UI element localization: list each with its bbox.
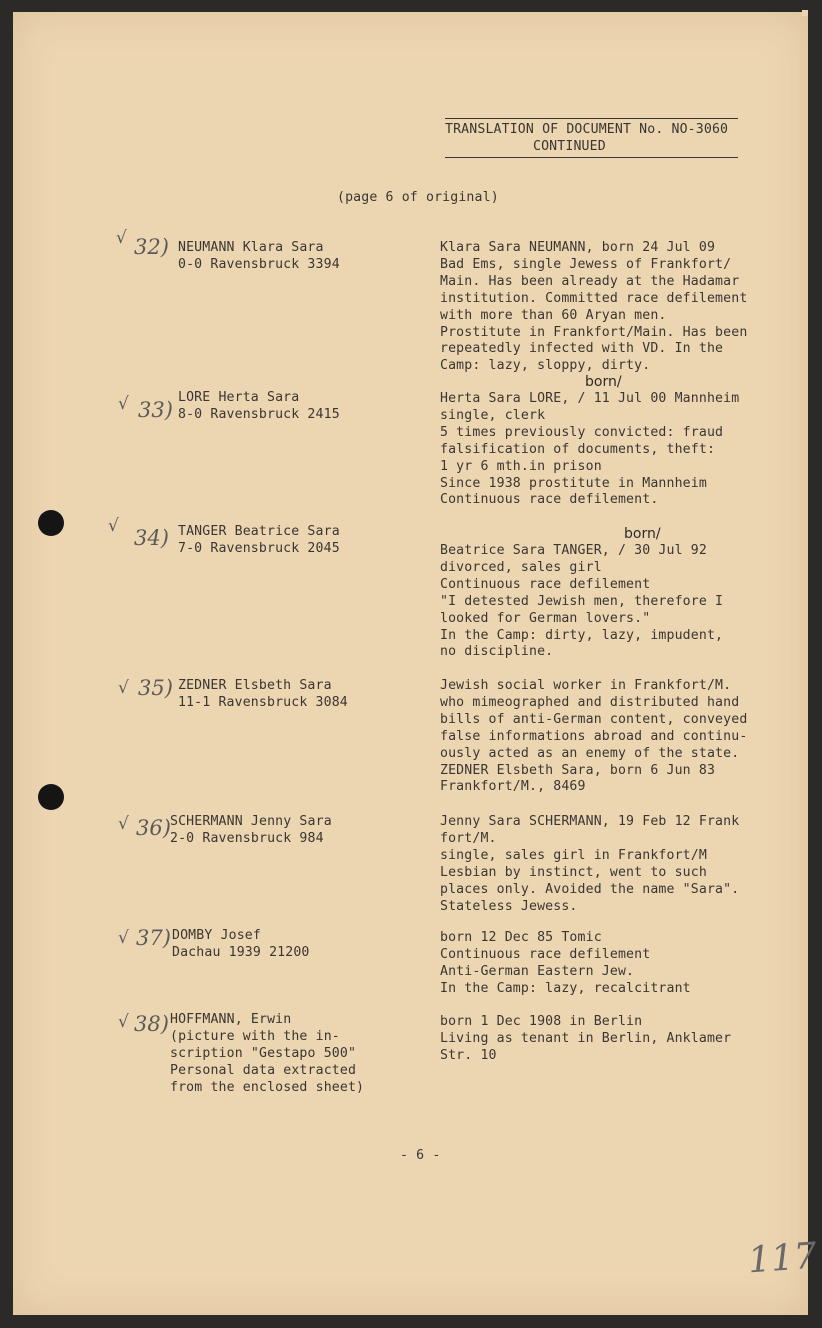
entry-name: LORE Herta Sara 8-0 Ravensbruck 2415 (178, 390, 340, 422)
check-mark: √ (118, 394, 129, 414)
check-mark: √ (116, 228, 127, 248)
page-number: - 6 - (400, 1148, 441, 1163)
entry-name: HOFFMANN, Erwin (picture with the in- scription "Gestapo 500" Personal data extracted from the enclosed sheet) (170, 1012, 365, 1095)
punch-hole-upper (38, 510, 64, 536)
header-underline (445, 157, 738, 158)
entry-number: 36) (136, 816, 171, 840)
check-mark: √ (118, 1012, 129, 1032)
entry-name: ZEDNER Elsbeth Sara 11-1 Ravensbruck 3084 (178, 678, 348, 710)
entry-name: TANGER Beatrice Sara 7-0 Ravensbruck 2045 (178, 524, 340, 556)
header-title: TRANSLATION OF DOCUMENT No. NO-3060 (445, 122, 729, 137)
entry-name: NEUMANN Klara Sara 0-0 Ravensbruck 3394 (178, 240, 340, 272)
entry-description: Jenny Sara SCHERMANN, 19 Feb 12 Frank fort/M. single, sales girl in Frankfort/M Lesbian by instinct, went to such places only. Avoided the name "Sara". Stateless Jewess. (440, 814, 740, 914)
entry-name: DOMBY Josef Dachau 1939 21200 (172, 928, 310, 960)
entry-number: 32) (134, 235, 169, 259)
check-mark: √ (118, 928, 129, 948)
document-page (13, 12, 808, 1315)
header-continued: CONTINUED (533, 138, 606, 154)
entry-number: 33) (138, 398, 173, 422)
folio-mark: 117 (746, 1235, 819, 1282)
check-mark: √ (118, 814, 129, 834)
entry-description: Herta Sara LORE, / 11 Jul 00 Mannheim single, clerk 5 times previously convicted: fraud falsification of documents, theft: 1 yr 6 mth.in prison Since 1938 prostitute in Mannheim Continuous race defilement. (440, 391, 740, 508)
entry-number: 38) (134, 1012, 169, 1036)
entry-description: Jewish social worker in Frankfort/M. who mimeographed and distributed hand bills of anti-German content, conveyed false informations abroad and continu- ously acted as an enemy of the state. ZEDNER Elsbeth Sara, born 6 Jun 83 Frankfort/M., 8469 (440, 678, 748, 795)
entry-description: born 12 Dec 85 Tomic Continuous race defilement Anti-German Eastern Jew. In the Camp: lazy, recalcitrant (440, 930, 691, 996)
handwritten-insert: born/ (585, 374, 622, 390)
handwritten-insert: born/ (624, 526, 661, 542)
check-mark: √ (118, 678, 129, 698)
entry-number: 37) (136, 926, 171, 950)
punch-hole-lower (38, 784, 64, 810)
check-mark: √ (108, 516, 119, 536)
entry-name: SCHERMANN Jenny Sara 2-0 Ravensbruck 984 (170, 814, 332, 846)
document-header (445, 118, 738, 158)
entry-description: Klara Sara NEUMANN, born 24 Jul 09 Bad Ems, single Jewess of Frankfort/ Main. Has been already at the Hadamar institution. Committed race defilement with more than 60 Aryan men. Prostitute in Frankfort/Main. Has been repeatedly infected with VD. In the Camp: lazy, sloppy, dirty. (440, 240, 748, 374)
page-corner (802, 10, 808, 16)
page-note: (page 6 of original) (337, 190, 499, 205)
entry-number: 34) (134, 526, 169, 550)
entry-description: born 1 Dec 1908 in Berlin Living as tenant in Berlin, Anklamer Str. 10 (440, 1014, 732, 1063)
entry-number: 35) (138, 676, 173, 700)
entry-description: Beatrice Sara TANGER, / 30 Jul 92 divorced, sales girl Continuous race defilement "I detested Jewish men, therefore I looked for German lovers." In the Camp: dirty, lazy, impudent, no discipline. (440, 543, 724, 660)
